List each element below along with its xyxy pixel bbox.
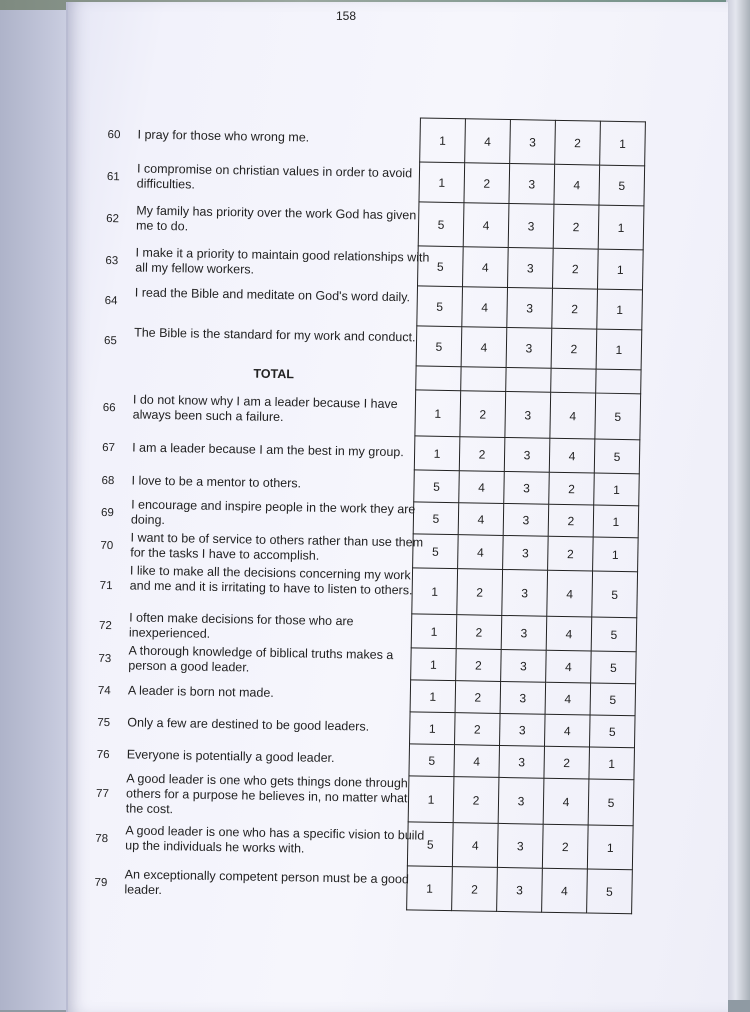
score-cell: 4 [546, 616, 592, 651]
score-row [409, 744, 635, 780]
question-number: 66 [102, 401, 116, 415]
question-text: A good leader is one who has a specific vision to build up the individuals he works with. [125, 823, 425, 856]
score-cell: 4 [458, 535, 504, 570]
question-number: 75 [97, 716, 111, 730]
score-cell: 1 [593, 505, 639, 538]
score-cell: 5 [589, 715, 635, 748]
score-cell: 5 [591, 617, 637, 652]
question-text: My family has priority over the work God has given me to do. [135, 203, 417, 234]
question-text: I do not know why I am a leader because I have always been such a failure. [132, 392, 398, 425]
score-cell: 2 [456, 615, 502, 650]
score-cell: 4 [554, 164, 600, 205]
score-cell: 4 [546, 650, 592, 683]
score-cell: 1 [414, 436, 460, 471]
score-cell: 3 [501, 615, 547, 650]
question-text: I make it a priority to maintain good relationships with all my fellow workers. [135, 245, 430, 277]
score-cell: 2 [548, 536, 594, 571]
score-cell: 5 [413, 502, 459, 535]
score-row [420, 118, 646, 166]
score-cell: 4 [462, 287, 508, 328]
question-item [95, 823, 425, 859]
question-text: I like to make all the decisions concerning my work and me and it is irritating to have to listen to others. [129, 562, 413, 597]
score-cell: 4 [545, 682, 591, 715]
score-cell: 1 [593, 537, 639, 572]
question-item [99, 610, 429, 646]
question-item [104, 325, 434, 361]
score-row [418, 246, 644, 290]
question-number: 62 [106, 212, 120, 226]
total-cell [461, 367, 506, 392]
question-item [99, 562, 430, 613]
score-cell: 5 [588, 779, 634, 826]
score-cell: 3 [504, 471, 550, 504]
score-cell: 4 [463, 247, 509, 288]
score-cell: 4 [542, 868, 588, 913]
score-cell: 5 [594, 439, 640, 474]
question-number: 74 [97, 684, 111, 698]
question-number: 79 [94, 876, 108, 890]
score-row [411, 648, 637, 684]
question-text: Only a few are destined to be good leaders. [127, 714, 370, 734]
score-cell: 2 [455, 681, 501, 714]
score-cell: 3 [497, 823, 543, 868]
question-text: An exceptionally competent person must be a good leader. [124, 867, 409, 898]
score-cell: 5 [407, 822, 453, 867]
score-cell: 1 [410, 680, 456, 713]
score-cell: 2 [555, 120, 601, 165]
score-cell: 5 [587, 869, 633, 914]
question-item [100, 530, 430, 566]
score-cell: 3 [503, 535, 549, 570]
score-cell: 2 [548, 504, 594, 537]
page-number: 158 [336, 9, 357, 23]
question-number: 63 [105, 254, 119, 268]
score-cell: 2 [553, 204, 599, 249]
score-cell: 3 [498, 777, 544, 824]
score-cell: 3 [509, 164, 555, 205]
score-row [410, 680, 636, 716]
score-row [407, 822, 633, 870]
total-cell [506, 367, 551, 392]
score-row [408, 776, 634, 826]
score-cell: 4 [550, 392, 596, 439]
score-cell: 5 [418, 246, 464, 287]
score-cell: 2 [456, 649, 502, 682]
score-cell: 5 [413, 534, 459, 569]
question-item [106, 203, 436, 239]
question-item [98, 643, 428, 679]
score-row [407, 866, 633, 914]
question-number: 71 [99, 579, 113, 593]
score-row [418, 202, 644, 250]
score-cell: 1 [411, 648, 457, 681]
question-text: I pray for those who wrong me. [137, 127, 310, 145]
total-cell [551, 368, 596, 393]
question-text: I am a leader because I am the best in my group. [132, 439, 404, 459]
score-cell: 2 [551, 328, 597, 369]
page-stack-edge [726, 0, 750, 1000]
score-cell: 1 [411, 614, 457, 649]
question-number: 70 [100, 539, 114, 553]
score-cell: 3 [505, 391, 551, 438]
score-cell: 3 [500, 681, 546, 714]
score-cell: 1 [419, 162, 465, 203]
score-cell: 4 [459, 471, 505, 504]
score-cell: 3 [503, 503, 549, 536]
question-text: A thorough knowledge of biblical truths makes a person a good leader. [128, 643, 394, 675]
question-number: 60 [107, 128, 121, 142]
score-cell: 2 [453, 777, 499, 824]
score-cell: 5 [409, 744, 455, 777]
question-item [107, 126, 437, 147]
question-item [101, 472, 431, 493]
question-number: 64 [104, 294, 118, 308]
question-item [103, 392, 433, 428]
question-item [98, 682, 428, 703]
score-cell: 5 [416, 326, 462, 367]
question-item [102, 439, 432, 460]
question-item [101, 497, 431, 533]
score-row [417, 286, 643, 330]
score-cell: 2 [549, 472, 595, 505]
score-cell: 3 [499, 745, 545, 778]
score-cell: 1 [412, 568, 458, 615]
score-cell: 4 [458, 503, 504, 536]
score-cell: 3 [510, 120, 556, 165]
score-cell: 4 [549, 438, 595, 473]
score-cell: 2 [464, 163, 510, 204]
score-cell: 2 [552, 288, 598, 329]
score-cell: 5 [595, 393, 641, 440]
score-cell: 4 [543, 778, 589, 825]
question-text: A good leader is one who gets things done through others for a purpose he believes in, no matter what the cost. [125, 770, 408, 816]
score-row [415, 390, 641, 440]
score-cell: 3 [500, 713, 546, 746]
score-row [414, 436, 640, 474]
score-cell: 5 [590, 683, 636, 716]
score-cell: 3 [501, 649, 547, 682]
score-cell: 5 [417, 286, 463, 327]
score-cell: 2 [452, 867, 498, 912]
score-cell: 1 [596, 329, 642, 370]
score-cell: 3 [508, 204, 554, 249]
question-text: The Bible is the standard for my work and conduct. [134, 325, 416, 345]
question-number: 76 [96, 748, 110, 762]
score-cell: 5 [591, 651, 637, 684]
question-item [94, 867, 424, 903]
score-row [416, 326, 642, 370]
total-cell [596, 369, 641, 394]
score-row [412, 568, 638, 618]
score-cell: 1 [410, 712, 456, 745]
question-number: 77 [95, 787, 109, 801]
score-cell: 4 [463, 203, 509, 248]
score-cell: 1 [587, 825, 633, 870]
score-row [419, 162, 645, 206]
score-table [406, 117, 646, 914]
question-item [97, 714, 427, 735]
score-cell: 1 [597, 249, 643, 290]
score-cell: 1 [600, 121, 646, 166]
score-cell: 2 [459, 437, 505, 472]
score-cell: 3 [506, 327, 552, 368]
score-cell: 3 [507, 287, 553, 328]
question-item [104, 285, 434, 321]
score-row [413, 534, 639, 572]
score-cell: 1 [597, 289, 643, 330]
score-cell: 3 [507, 248, 553, 289]
score-cell: 5 [599, 165, 645, 206]
score-cell: 5 [592, 571, 638, 618]
score-cell: 4 [452, 823, 498, 868]
question-item [107, 161, 437, 197]
total-cell [416, 366, 461, 391]
score-cell: 4 [461, 327, 507, 368]
question-text: A leader is born not made. [127, 682, 274, 700]
question-text: I encourage and inspire people in the work they are doing. [130, 497, 416, 528]
score-cell: 1 [420, 118, 466, 163]
question-text: I often make decisions for those who are inexperienced. [128, 610, 354, 641]
score-cell: 2 [552, 248, 598, 289]
score-cell: 1 [594, 473, 640, 506]
score-cell: 1 [407, 866, 453, 911]
total-label: TOTAL [253, 366, 295, 382]
question-number: 67 [102, 441, 116, 455]
score-cell: 4 [465, 119, 511, 164]
score-cell: 5 [414, 470, 460, 503]
questionnaire [94, 112, 708, 952]
score-cell: 5 [418, 202, 464, 247]
score-cell: 2 [457, 569, 503, 616]
score-cell: 2 [460, 391, 506, 438]
score-cell: 4 [454, 745, 500, 778]
score-cell: 1 [408, 776, 454, 823]
question-text: I love to be a mentor to others. [131, 472, 302, 490]
score-cell: 3 [504, 437, 550, 472]
score-cell: 1 [589, 747, 635, 780]
question-number: 69 [100, 506, 114, 520]
question-text: I compromise on christian values in order to avoid difficulties. [136, 161, 413, 192]
question-number: 68 [101, 474, 115, 488]
question-item [96, 770, 427, 821]
score-cell: 2 [455, 713, 501, 746]
question-number: 61 [106, 170, 120, 184]
question-text: I want to be of service to others rather than use them for the tasks I have to accomplish. [130, 530, 424, 563]
score-row [410, 712, 636, 748]
question-number: 65 [103, 334, 117, 348]
score-cell: 2 [542, 824, 588, 869]
question-text: I read the Bible and meditate on God's word daily. [134, 285, 411, 305]
question-number: 72 [98, 619, 112, 633]
question-item [105, 245, 435, 281]
score-cell: 1 [415, 390, 461, 437]
score-cell: 4 [547, 570, 593, 617]
score-cell: 2 [544, 746, 590, 779]
score-row [413, 502, 639, 538]
question-text: Everyone is potentially a good leader. [126, 746, 335, 765]
score-cell: 4 [544, 714, 590, 747]
score-cell: 1 [598, 205, 644, 250]
score-row [414, 470, 640, 506]
question-item [97, 746, 427, 767]
score-cell: 3 [502, 569, 548, 616]
question-number: 73 [98, 652, 112, 666]
question-number: 78 [95, 832, 109, 846]
score-cell: 3 [497, 867, 543, 912]
score-row [411, 614, 637, 652]
